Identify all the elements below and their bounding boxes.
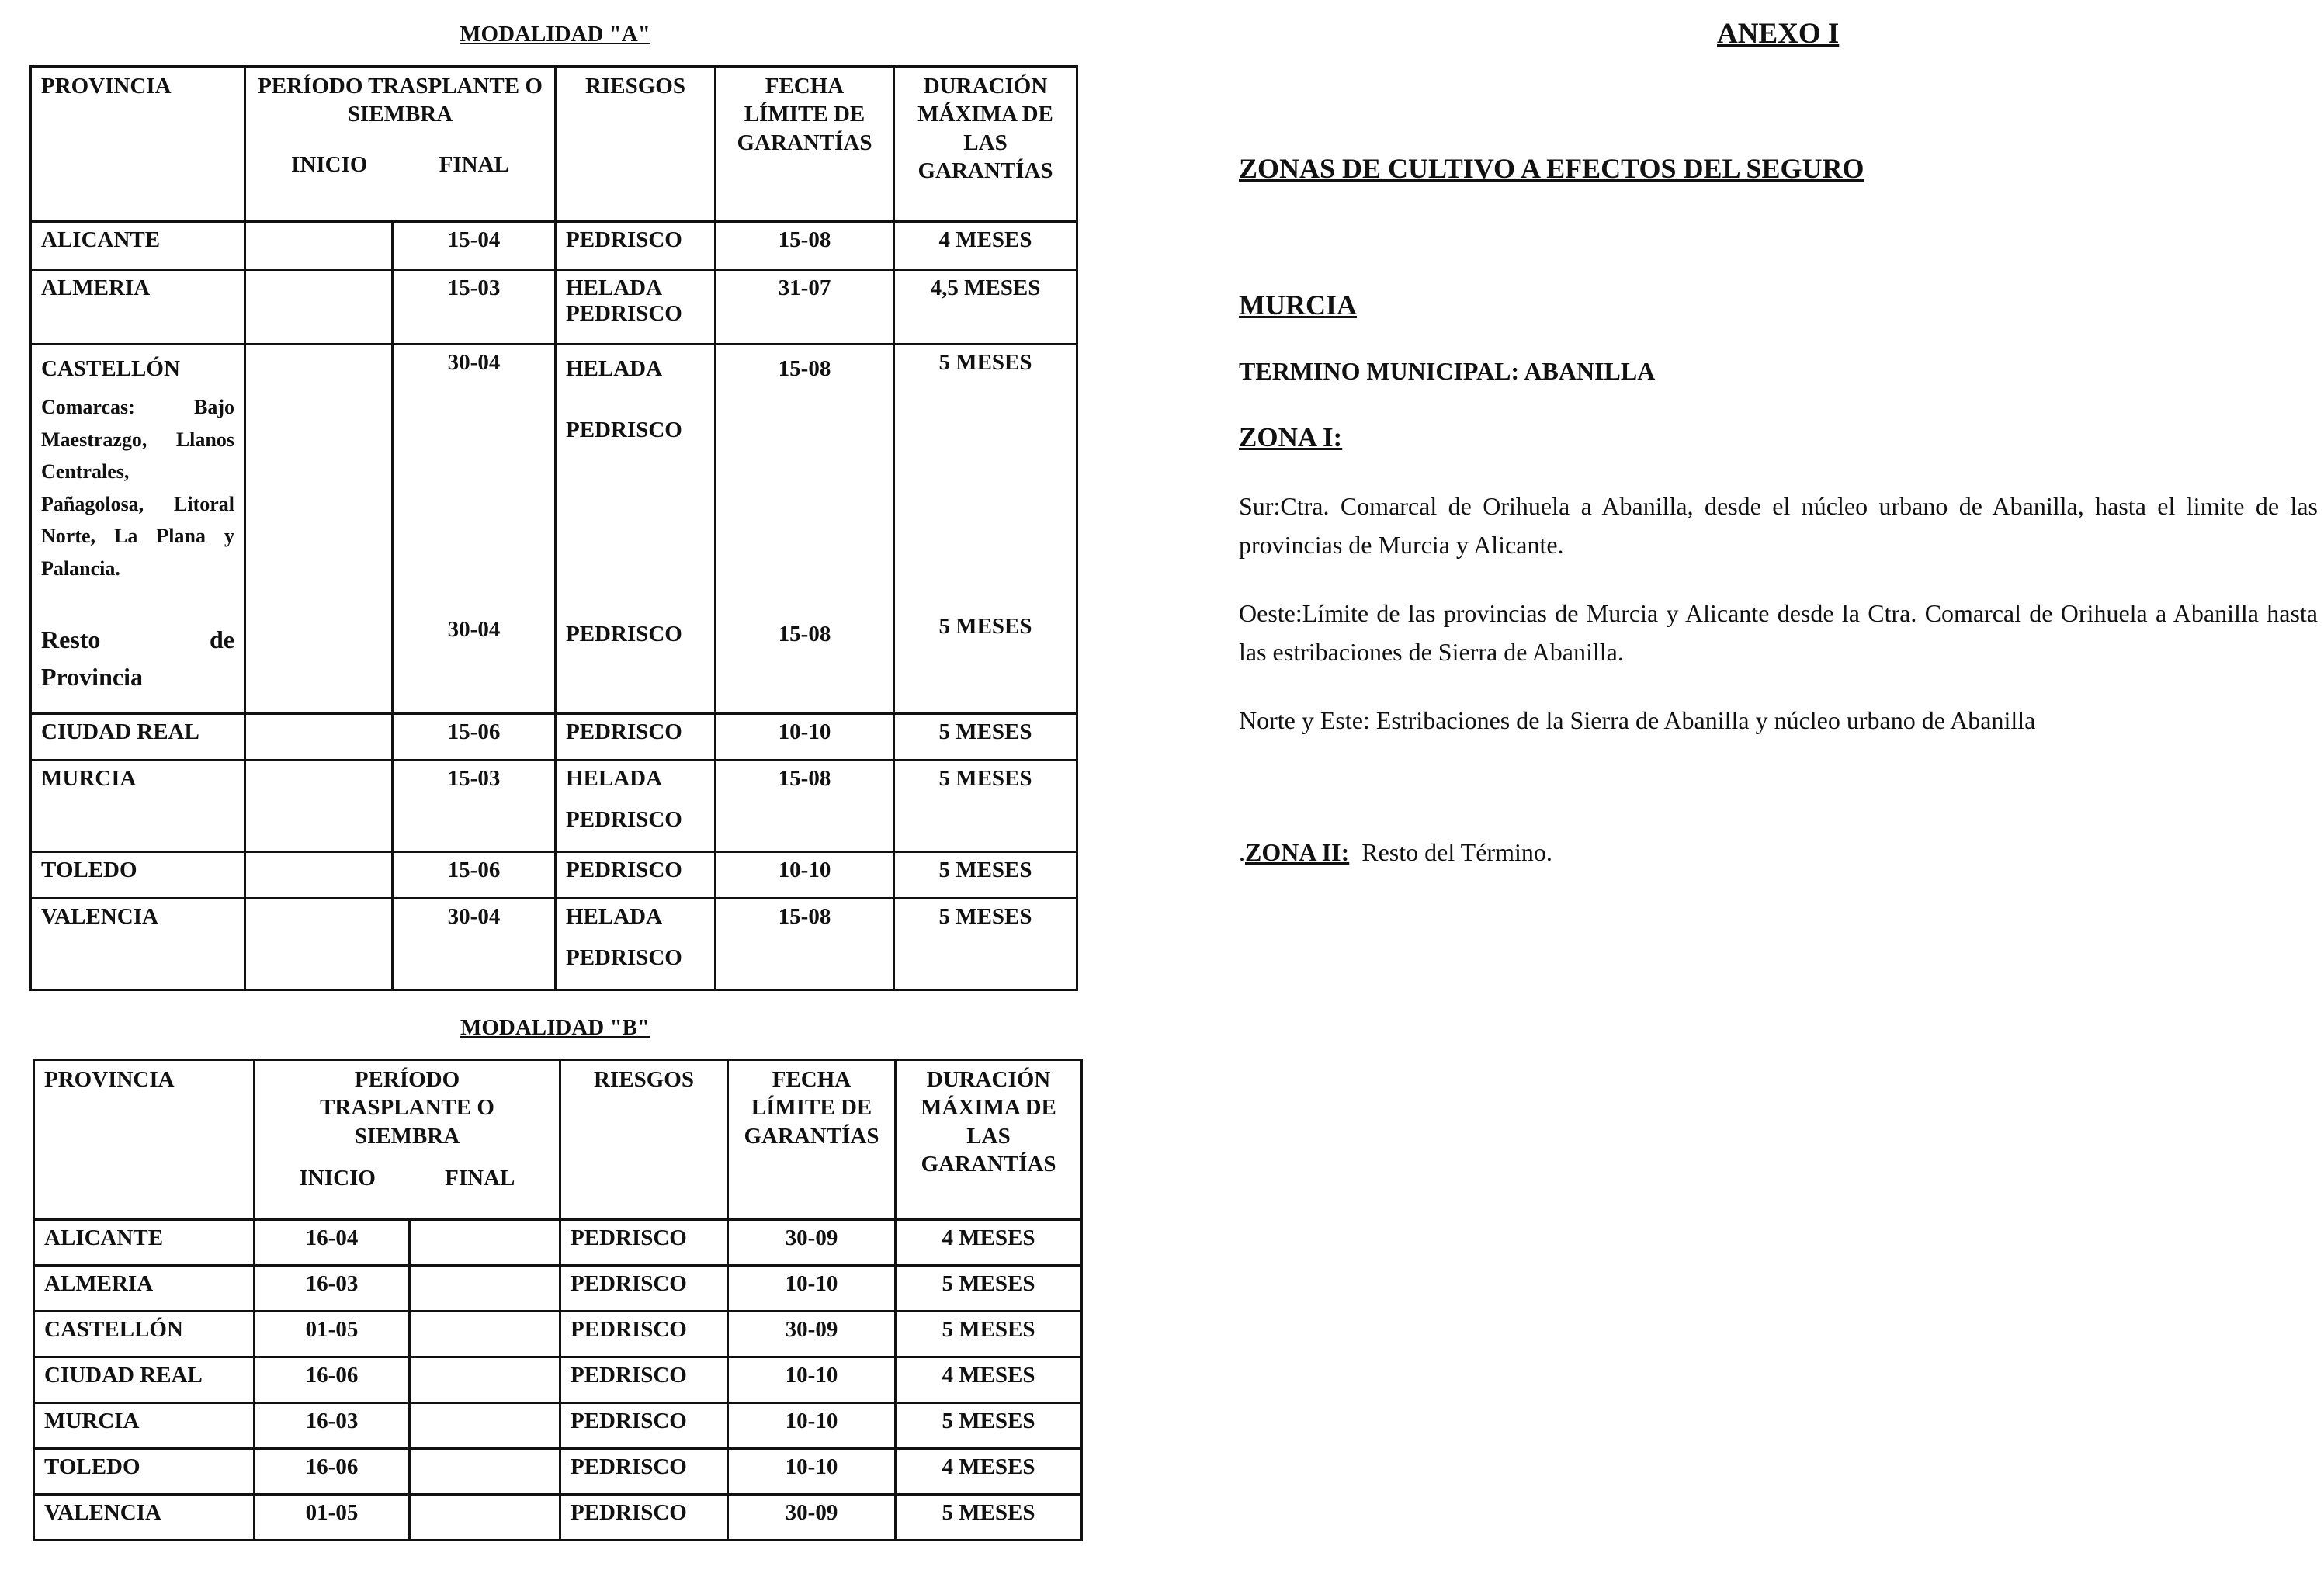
table-row	[34, 1220, 1082, 1266]
cell-riesgos: PEDRISCO	[560, 1266, 728, 1312]
region-heading: MURCIA	[1239, 289, 1357, 321]
header-fecha: FECHA LÍMITE DE GARANTÍAS	[716, 67, 894, 222]
cell-inicio	[245, 714, 393, 761]
cell-final	[410, 1449, 560, 1495]
header-inicio: INICIO	[291, 151, 368, 177]
header-riesgos: RIESGOS	[560, 1060, 728, 1220]
cell-final	[410, 1266, 560, 1312]
cell-riesgos: HELADA PEDRISCO	[556, 270, 716, 345]
cell-inicio: 01-05	[255, 1312, 410, 1357]
cell-riesgos: PEDRISCO	[560, 1220, 728, 1266]
table-a-title: MODALIDAD "A"	[460, 22, 650, 47]
cell-fecha: 10-10	[728, 1266, 896, 1312]
cell-duracion: 5 MESES	[896, 1266, 1082, 1312]
zona-1-heading: ZONA I:	[1239, 422, 1343, 452]
cell-inicio	[245, 270, 393, 345]
cell-riesgos: PEDRISCO	[556, 852, 716, 899]
cell-fecha: 15-08	[716, 761, 894, 852]
cell-riesgos: PEDRISCO	[556, 714, 716, 761]
cell-duracion: 5 MESES 5 MESES	[894, 345, 1077, 714]
table-row	[31, 899, 1077, 990]
cell-riesgos: PEDRISCO	[560, 1357, 728, 1403]
termino-municipal: TERMINO MUNICIPAL: ABANILLA	[1239, 357, 1656, 385]
cell-final: 30-04	[393, 899, 556, 990]
cell-inicio: 16-04	[255, 1220, 410, 1266]
cell-fecha: 10-10	[728, 1403, 896, 1449]
cell-inicio	[245, 899, 393, 990]
cell-riesgos: PEDRISCO	[560, 1495, 728, 1541]
cell-final	[410, 1357, 560, 1403]
cell-riesgos: PEDRISCO	[556, 222, 716, 270]
table-row	[34, 1449, 1082, 1495]
cell-inicio	[245, 852, 393, 899]
header-fecha: FECHA LÍMITE DE GARANTÍAS	[728, 1060, 896, 1220]
cell-inicio	[245, 222, 393, 270]
cell-provincia: ALICANTE	[34, 1220, 255, 1266]
cell-fecha: 15-08	[716, 222, 894, 270]
table-row	[31, 345, 1077, 714]
table-row	[31, 222, 1077, 270]
cell-final: 15-03	[393, 270, 556, 345]
cell-duracion: 4 MESES	[896, 1449, 1082, 1495]
cell-final: 15-06	[393, 852, 556, 899]
cell-duracion: 5 MESES	[896, 1495, 1082, 1541]
cell-riesgos: HELADA PEDRISCO	[556, 899, 716, 990]
cell-fecha: 10-10	[716, 852, 894, 899]
header-final: FINAL	[445, 1165, 515, 1191]
cell-riesgos: HELADA PEDRISCO	[556, 761, 716, 852]
zona-2-heading: ZONA II:	[1245, 838, 1350, 866]
cell-final	[410, 1220, 560, 1266]
header-duracion: DURACIÓN MÁXIMA DE LAS GARANTÍAS	[894, 67, 1077, 222]
header-final: FINAL	[439, 151, 509, 177]
cell-provincia: TOLEDO	[31, 852, 245, 899]
table-b-title: MODALIDAD "B"	[460, 1015, 650, 1040]
cell-final: 30-04 30-04	[393, 345, 556, 714]
table-row	[34, 1312, 1082, 1357]
cell-provincia: ALMERIA	[31, 270, 245, 345]
cell-riesgos: PEDRISCO	[560, 1312, 728, 1357]
cell-duracion: 4 MESES	[894, 222, 1077, 270]
header-periodo: PERÍODO TRASPLANTE O SIEMBRA INICIO FINAL	[255, 1060, 560, 1220]
cell-inicio: 16-06	[255, 1449, 410, 1495]
cell-final: 15-06	[393, 714, 556, 761]
cell-provincia: VALENCIA	[31, 899, 245, 990]
table-row	[34, 1266, 1082, 1312]
header-provincia: PROVINCIA	[31, 67, 245, 222]
cell-inicio: 16-03	[255, 1266, 410, 1312]
cell-provincia	[31, 345, 245, 714]
table-row	[31, 714, 1077, 761]
cell-duracion: 5 MESES	[894, 852, 1077, 899]
zonas-title: ZONAS DE CULTIVO A EFECTOS DEL SEGURO	[1239, 153, 1864, 184]
cell-fecha: 15-08	[716, 899, 894, 990]
zona-1-oeste: Oeste:Límite de las provincias de Murcia y Alicante desde la Ctra. Comarcal de Orihuela a Abanilla hasta las estribaciones de Sierra de Abanilla.	[1239, 599, 2318, 666]
cell-duracion: 4 MESES	[896, 1220, 1082, 1266]
zona-2-text: Resto del Término.	[1361, 838, 1552, 866]
cell-inicio: 01-05	[255, 1495, 410, 1541]
cell-provincia: CASTELLÓN	[34, 1312, 255, 1357]
table-row	[34, 1495, 1082, 1541]
cell-duracion: 5 MESES	[896, 1403, 1082, 1449]
header-riesgos: RIESGOS	[556, 67, 716, 222]
annex-title: ANEXO I	[1717, 18, 1840, 50]
cell-provincia: MURCIA	[34, 1403, 255, 1449]
resto-provincia: Resto de Provincia	[41, 625, 234, 691]
cell-fecha: 10-10	[728, 1449, 896, 1495]
cell-provincia: CIUDAD REAL	[34, 1357, 255, 1403]
cell-inicio: 16-03	[255, 1403, 410, 1449]
zona-2	[1239, 838, 1552, 867]
cell-provincia: MURCIA	[31, 761, 245, 852]
cell-inicio	[245, 345, 393, 714]
table-row	[34, 1357, 1082, 1403]
cell-final	[410, 1403, 560, 1449]
cell-fecha: 15-08 15-08	[716, 345, 894, 714]
zona-1-norte-este: Norte y Este: Estribaciones de la Sierra de Abanilla y núcleo urbano de Abanilla	[1239, 706, 2036, 734]
cell-final	[410, 1312, 560, 1357]
cell-provincia: ALMERIA	[34, 1266, 255, 1312]
cell-fecha: 10-10	[716, 714, 894, 761]
cell-riesgos: PEDRISCO	[560, 1449, 728, 1495]
header-periodo: PERÍODO TRASPLANTE O SIEMBRA INICIO FINAL	[245, 67, 556, 222]
table-row	[31, 852, 1077, 899]
zona-2-prefix: .	[1239, 838, 1245, 866]
cell-final	[410, 1495, 560, 1541]
cell-riesgos: PEDRISCO	[560, 1403, 728, 1449]
cell-provincia: TOLEDO	[34, 1449, 255, 1495]
cell-fecha: 31-07	[716, 270, 894, 345]
cell-inicio: 16-06	[255, 1357, 410, 1403]
cell-final: 15-04	[393, 222, 556, 270]
provincia-castellon: CASTELLÓN	[41, 356, 180, 381]
cell-fecha: 30-09	[728, 1495, 896, 1541]
cell-fecha: 30-09	[728, 1312, 896, 1357]
header-duracion: DURACIÓN MÁXIMA DE LAS GARANTÍAS	[896, 1060, 1082, 1220]
table-row	[31, 761, 1077, 852]
header-inicio: INICIO	[299, 1165, 376, 1191]
cell-duracion: 4 MESES	[896, 1357, 1082, 1403]
cell-duracion: 5 MESES	[894, 899, 1077, 990]
cell-final: 15-03	[393, 761, 556, 852]
table-row	[31, 270, 1077, 345]
cell-duracion: 5 MESES	[894, 761, 1077, 852]
cell-duracion: 4,5 MESES	[894, 270, 1077, 345]
cell-inicio	[245, 761, 393, 852]
cell-fecha: 10-10	[728, 1357, 896, 1403]
table-a	[29, 65, 1078, 991]
header-provincia: PROVINCIA	[34, 1060, 255, 1220]
zona-1-sur: Sur:Ctra. Comarcal de Orihuela a Abanilla, desde el núcleo urbano de Abanilla, hasta el limite de las provincias de Murcia y Alicante.	[1239, 492, 2318, 559]
cell-duracion: 5 MESES	[896, 1312, 1082, 1357]
cell-riesgos: HELADA PEDRISCO PEDRISCO	[556, 345, 716, 714]
comarcas-list: Comarcas: Bajo Maestrazgo, Llanos Centrales, Pañagolosa, Litoral Norte, La Plana y Palancia.	[41, 396, 234, 580]
cell-fecha: 30-09	[728, 1220, 896, 1266]
cell-provincia: VALENCIA	[34, 1495, 255, 1541]
table-b	[33, 1059, 1083, 1541]
cell-provincia: ALICANTE	[31, 222, 245, 270]
cell-duracion: 5 MESES	[894, 714, 1077, 761]
table-row	[34, 1403, 1082, 1449]
cell-provincia: CIUDAD REAL	[31, 714, 245, 761]
